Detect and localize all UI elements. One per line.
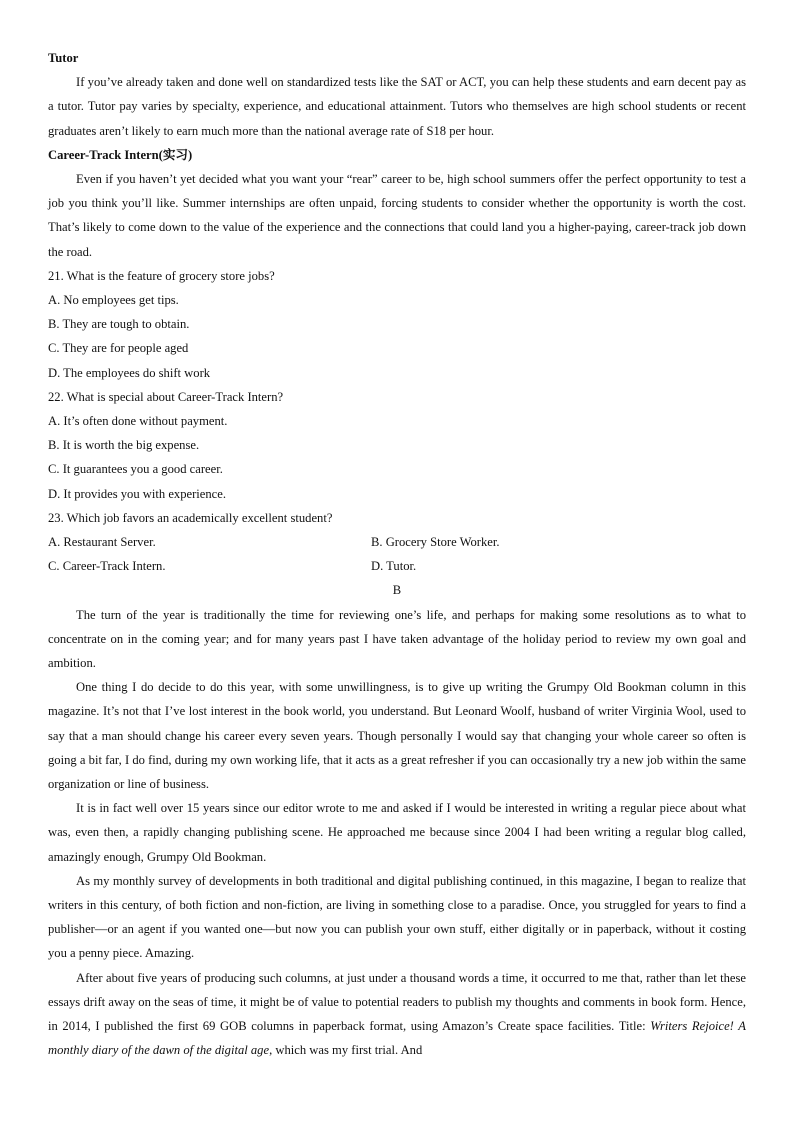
option-c: C. Career-Track Intern. (48, 559, 166, 574)
option-b: B. They are tough to obtain. (48, 317, 190, 332)
option-d: D. The employees do shift work (48, 365, 211, 380)
tutor-heading: Tutor (48, 51, 79, 65)
option-b: B. It is worth the big expense. (48, 438, 200, 453)
option-c: C. It guarantees you a good career. (48, 462, 223, 477)
tutor-paragraph: If you’ve already taken and done well on standardized tests like the SAT or ACT, you can help these students and earn decent pay as a tutor. Tutor pay varies by specialty, experience, and educational attainment. Tutors who themselves are high school students or recent graduates aren’t likely to earn much more than the national average rate of S18 per hour. (48, 75, 746, 138)
option-c: C. They are for people aged (48, 341, 189, 356)
paragraph-text: After about five years of producing such columns, at just under a thousand words a time, it occurred to me that, rather than let these essays drift away on the seas of time, it might be of value to potential readers to publish my thoughts and comments in book form. Hence, in 2014, I published the first 69 GOB columns in paperback format, using Amazon’s Create space facilities. Title: (48, 970, 746, 1034)
question-21 (48, 264, 746, 385)
section-b-label: B (392, 583, 402, 598)
option-d: D. It provides you with experience. (48, 486, 227, 501)
intern-heading: Career-Track Intern(实习) (48, 147, 193, 162)
option-a: A. Restaurant Server. (48, 535, 156, 550)
option-a: A. It’s often done without payment. (48, 414, 228, 429)
section-b-paragraph-3: It is in fact well over 15 years since our editor wrote to me and asked if I would be interested in writing a regular piece about what was, even then, a rapidly changing publishing scene. He approached me because since 2004 I had been writing a regular blog called, amazingly enough, Grumpy Old Bookman. (48, 801, 746, 864)
question-stem: 21. What is the feature of grocery store jobs? (48, 268, 275, 283)
intern-paragraph: Even if you haven’t yet decided what you want your “rear” career to be, high school summers offer the perfect opportunity to test a job you think you’ll like. Summer internships are often unpaid, forcing students to consider whether the opportunity is worth the cost. That’s likely to come down to the value of the experience and the connections that could land you a higher-paying, career-track job down the road. (48, 172, 746, 259)
paragraph-text: , which was my first trial. And (269, 1043, 423, 1058)
section-b-paragraph-4: As my monthly survey of developments in both traditional and digital publishing continued, in this magazine, I began to realize that writers in this century, of both fiction and non-fiction, are living in something close to a paradise. Once, you struggled for years to find a publisher—or an agent if you wanted one—but now you can publish your own stuff, either digitally or in paperback, without it costing you a penny piece. Amazing. (48, 873, 746, 961)
reading-passage (48, 46, 746, 1063)
question-23 (48, 506, 746, 579)
book-title: Writers Rejoice! A monthly diary of the dawn of the digital age (48, 1019, 746, 1058)
question-22 (48, 385, 746, 506)
option-a: A. No employees get tips. (48, 293, 179, 308)
option-b: B. Grocery Store Worker. (371, 535, 500, 550)
options-row-1 (48, 530, 746, 554)
option-d: D. Tutor. (371, 559, 417, 574)
question-stem: 22. What is special about Career-Track Intern? (48, 389, 284, 404)
section-b-paragraph-2: One thing I do decide to do this year, with some unwillingness, is to give up writing the Grumpy Old Bookman column in this magazine. It’s not that I’ve lost interest in the book world, you understand. But Leonard Woolf, husband of writer Virginia Wool, used to say that a man should change his career every seven years. Though personally I would say that changing your whole career so often is going a bit far, I do find, during my own working life, that it acts as a great refresher if you can occasionally try a new job within the same organization or line of business. (48, 680, 746, 792)
section-b-paragraph-1: The turn of the year is traditionally the time for reviewing one’s life, and perhaps for making some resolutions as to what to concentrate on in the coming year; and for many years past I have taken advantage of the holiday period to review my own goal and ambition. (48, 607, 746, 671)
section-b-paragraph-5 (48, 966, 746, 1063)
options-row-2 (48, 554, 746, 578)
question-stem: 23. Which job favors an academically excellent student? (48, 510, 333, 525)
